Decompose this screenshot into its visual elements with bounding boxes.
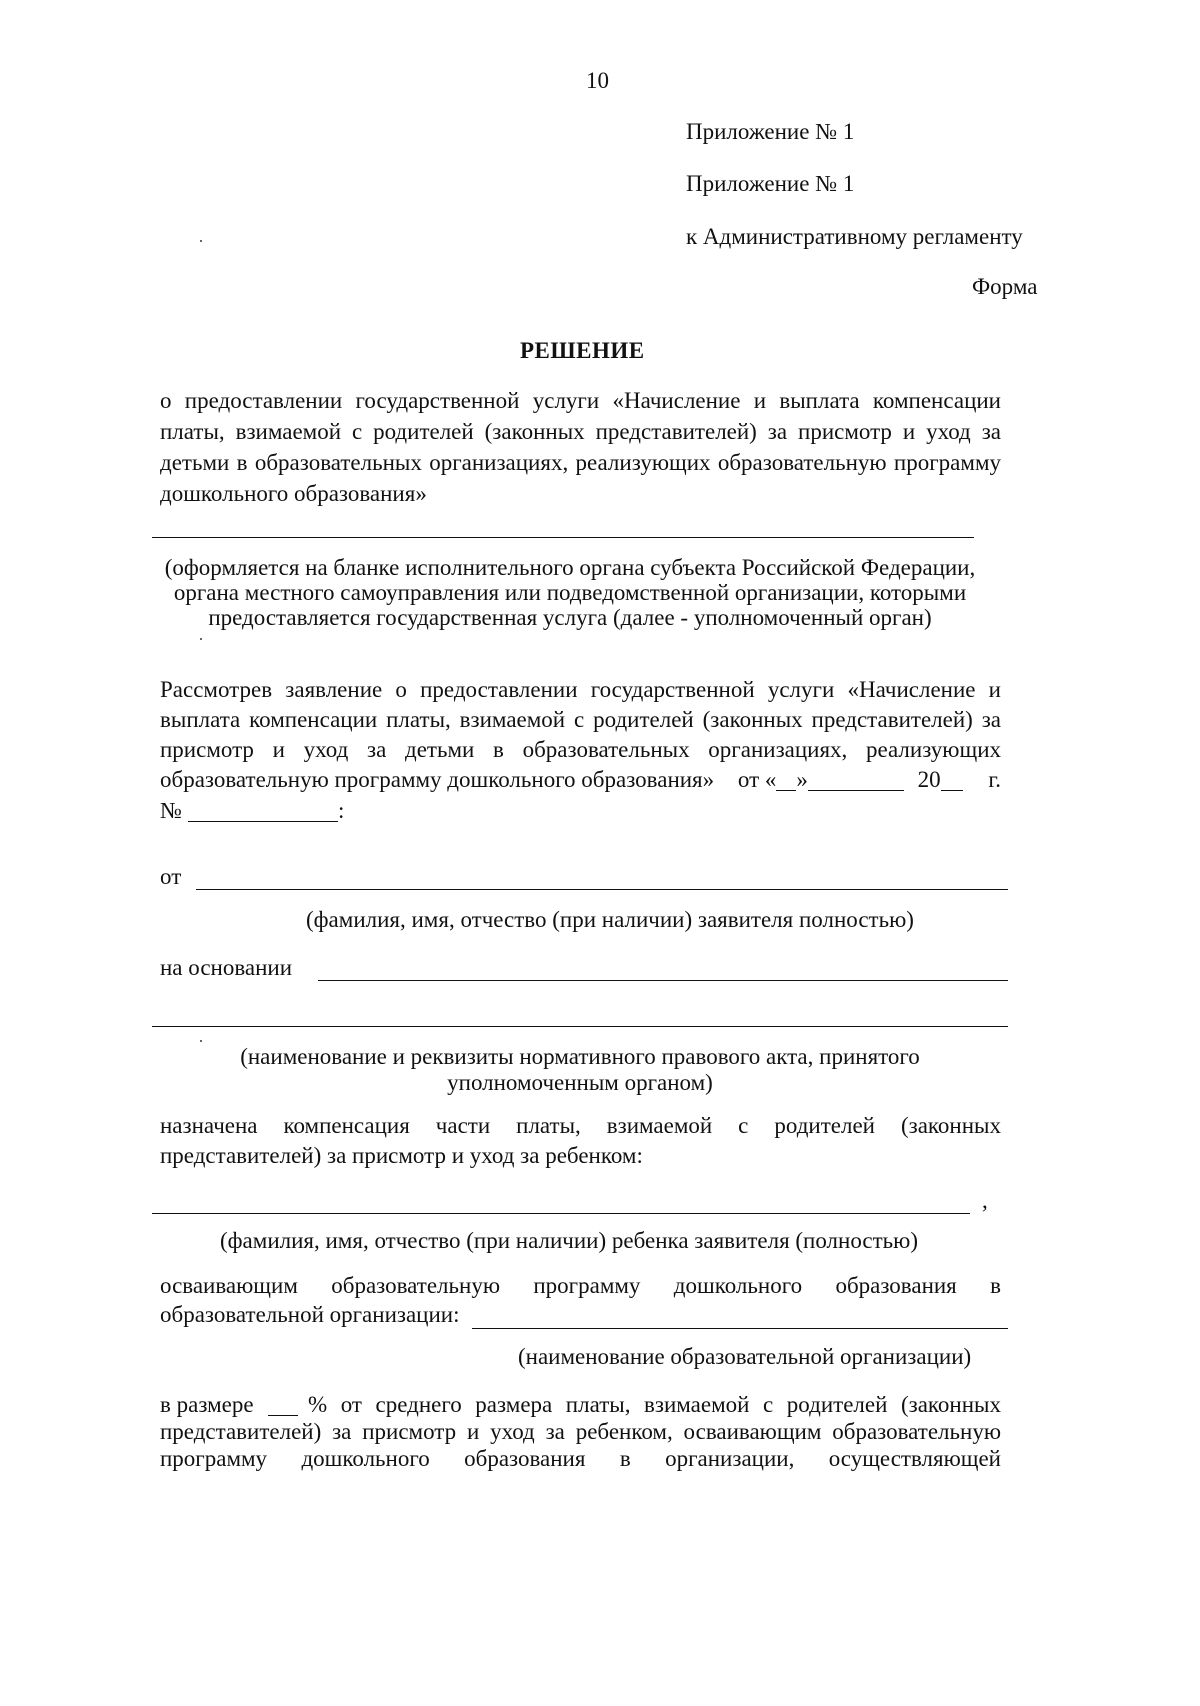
considered-line-2: выплата компенсации платы, взимаемой с родителей (законных представителей) за (160, 707, 1001, 732)
appendix-line-2: Приложение № 1 (686, 171, 855, 196)
blank-header-line (152, 537, 974, 538)
date-quote-close: » (796, 767, 808, 792)
considered-line-1: Рассмотрев заявление о предоставлении государственной услуги «Начисление и (160, 677, 1001, 702)
basis-line-1 (318, 980, 1008, 981)
scan-speck (200, 638, 202, 640)
child-caption: (фамилия, имя, отчество (при наличии) ребенка заявителя (полностью) (220, 1228, 919, 1253)
applicant-caption: (фамилия, имя, отчество (при наличии) заявителя полностью) (306, 907, 914, 932)
date-prefix: от « (737, 767, 777, 792)
considered-line-4 (160, 765, 1001, 795)
considered-line-3: присмотр и уход за детьми в образовательных организациях, реализующих (160, 737, 1001, 762)
assigned-line-2: представителей) за присмотр и уход за ребенком: (160, 1143, 643, 1168)
percent-blank (268, 1392, 298, 1416)
assigned-line-1: назначена компенсация части платы, взимаемой с родителей (законных (160, 1113, 1001, 1138)
organization-name-line (472, 1328, 1008, 1329)
basis-caption-line-1: (наименование и реквизиты нормативного правового акта, принятого (240, 1044, 920, 1069)
subject-line-3: детьми в образовательных организациях, реализующих образовательную программу (160, 450, 1001, 475)
date-year-suffix: г. (988, 767, 1001, 792)
amount-line-2: представителей) за присмотр и уход за ребенком, осваивающим образовательную (160, 1419, 1001, 1444)
considered-line-4-text: образовательную программу дошкольного образования» (160, 767, 715, 792)
subject-line-4: дошкольного образования» (160, 481, 427, 506)
date-year-blank (941, 767, 963, 791)
amount-line-3: программу дошкольного образования в организации, осуществляющей (160, 1446, 1001, 1471)
child-line-comma: , (982, 1188, 988, 1213)
appendix-line-1: Приложение № 1 (686, 119, 855, 144)
number-colon: : (337, 798, 345, 823)
considered-line-5 (160, 796, 344, 826)
blank-note-line-3: предоставляется государственная услуга (далее - уполномоченный орган) (208, 605, 932, 630)
child-name-line (152, 1213, 970, 1214)
number-sign: № (160, 798, 182, 823)
scan-speck (200, 240, 202, 242)
mastering-line-2: образовательной организации: (160, 1302, 460, 1327)
page-number: 10 (586, 68, 609, 93)
basis-line-2 (152, 1026, 1008, 1027)
subject-line-2: платы, взимаемой с родителей (законных представителей) за присмотр и уход за (160, 419, 1001, 444)
subject-line-1: о предоставлении государственной услуги «Начисление и выплата компенсации (160, 388, 1001, 413)
number-blank (188, 798, 338, 822)
applicant-name-line (196, 889, 1008, 890)
amount-text: % от среднего размера платы, взимаемой с родителей (законных (308, 1392, 1001, 1417)
organization-caption: (наименование образовательной организации) (518, 1344, 972, 1369)
date-day-blank (776, 767, 796, 791)
blank-note-line-2: органа местного самоуправления или подведомственной организации, которыми (173, 580, 967, 605)
amount-line-1 (160, 1390, 1001, 1420)
blank-note-line-1: (оформляется на бланке исполнительного органа субъекта Российской Федерации, (164, 555, 976, 580)
mastering-line-1: осваивающим образовательную программу дошкольного образования в (160, 1273, 1001, 1298)
from-label: от (160, 864, 182, 889)
basis-label: на основании (160, 955, 293, 980)
basis-caption-line-2: уполномоченным органом) (447, 1070, 713, 1095)
form-label: Форма (972, 274, 1038, 299)
amount-prefix: в размере (160, 1392, 254, 1417)
date-month-blank (808, 767, 904, 791)
appendix-line-3: к Административному регламенту (686, 224, 1023, 249)
date-year-prefix: 20 (917, 767, 941, 792)
page-title: РЕШЕНИЕ (520, 338, 645, 363)
